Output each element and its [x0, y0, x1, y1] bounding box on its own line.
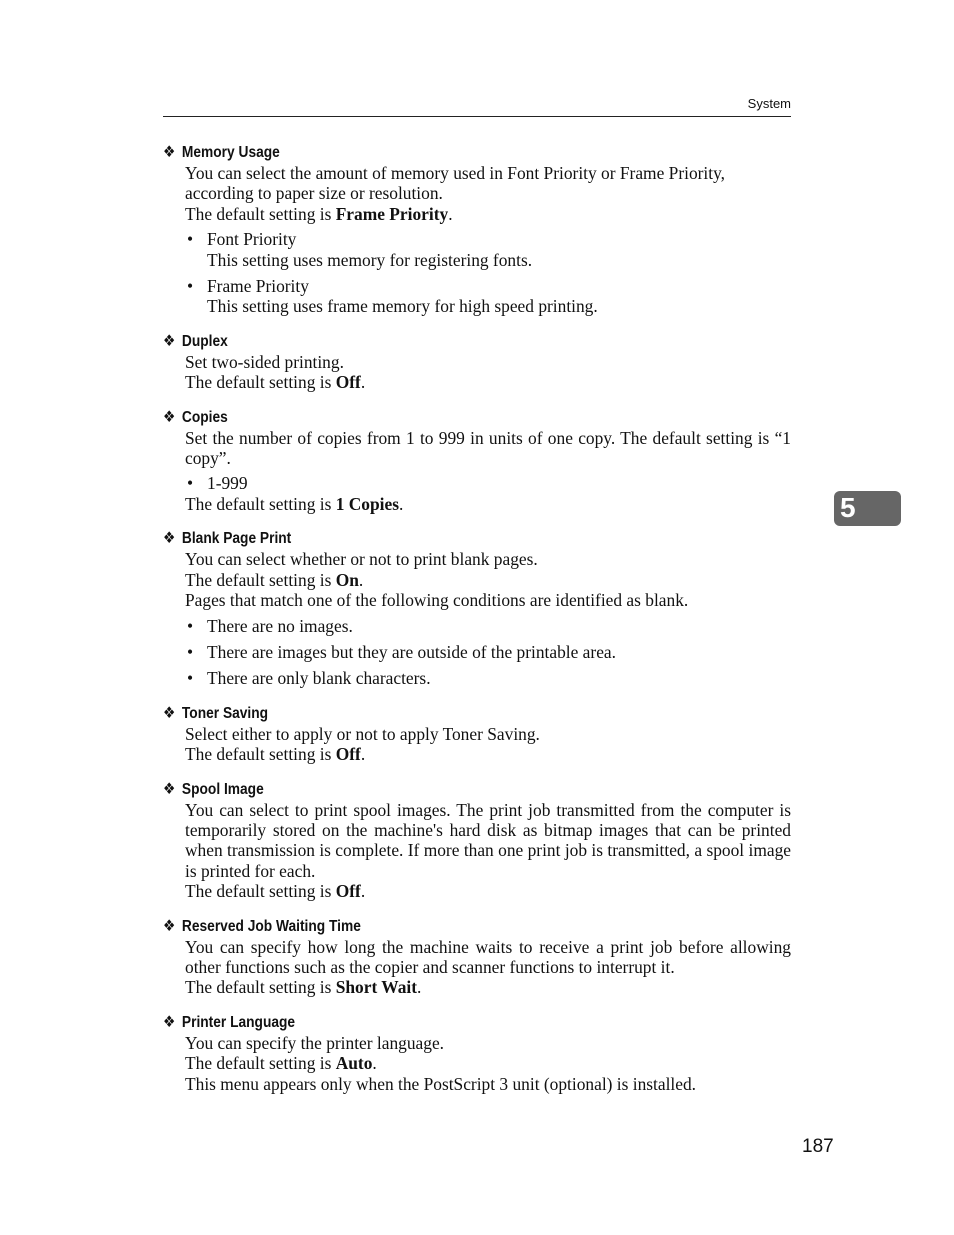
bullet-icon: • — [187, 473, 194, 494]
default-value: On — [335, 569, 359, 590]
section-heading: Spool Image — [181, 780, 264, 798]
default-value: Short Wait — [335, 977, 418, 998]
section-text-2: This menu appears only when the PostScript 3 unit (optional) is installed. — [185, 1073, 697, 1094]
default-value: Off — [335, 744, 361, 765]
chapter-number: 5 — [840, 492, 856, 523]
default-setting: The default setting is Off. — [185, 744, 366, 765]
section-heading: Printer Language — [181, 1013, 296, 1031]
section-heading: Memory Usage — [181, 144, 280, 161]
default-setting: The default setting is Auto. — [185, 1053, 377, 1074]
diamond-bullet-icon: ❖ — [163, 780, 176, 798]
default-setting: The default setting is Off. — [185, 372, 366, 393]
section-memory-usage — [163, 142, 791, 317]
bullet-icon: • — [187, 229, 194, 250]
section-heading: Duplex — [181, 332, 228, 350]
section-text: You can specify how long the machine waits to receive a print job before allowing other functions such as the copier and scanner functions to interrupt it. — [185, 936, 791, 977]
diamond-bullet-icon: ❖ — [163, 408, 176, 426]
section-text: Select either to apply or not to apply Toner Saving. — [185, 723, 540, 744]
section-duplex — [163, 331, 791, 393]
default-value: Off — [335, 881, 361, 902]
section-text-2: Pages that match one of the following conditions are identified as blank. — [185, 590, 689, 611]
list-item: • There are images but they are outside of the printable area. — [187, 641, 616, 662]
option-list — [185, 473, 791, 493]
diamond-bullet-icon: ❖ — [163, 704, 176, 722]
section-heading: Blank Page Print — [181, 530, 292, 548]
section-blank-page-print — [163, 528, 791, 688]
default-value: 1 Copies — [335, 493, 399, 514]
section-text: Set the number of copies from 1 to 999 in units of one copy. The default setting is “1 copy”. — [185, 427, 791, 469]
default-setting: The default setting is 1 Copies. — [185, 493, 404, 514]
condition-list — [185, 616, 791, 689]
section-spool-image — [163, 779, 791, 902]
bullet-icon: • — [187, 276, 194, 297]
section-text: You can select the amount of memory used in Font Priority or Frame Priority, according to paper size or resolution. — [185, 163, 726, 204]
default-value: Frame Priority — [335, 203, 449, 224]
section-printer-language — [163, 1012, 791, 1094]
default-value: Auto — [335, 1053, 373, 1074]
option-list — [185, 229, 791, 317]
section-heading: Copies — [181, 408, 228, 426]
section-copies — [163, 407, 791, 515]
page-header — [163, 96, 791, 117]
section-text: You can select to print spool images. The print job transmitted from the computer is temporarily stored on the machine's hard disk as bitmap images that can be printed when transmission is complete. If more than one print job is transmitted, a spool image is printed for each. — [185, 799, 791, 881]
bullet-icon: • — [187, 615, 194, 636]
list-item: • Frame Priority This setting uses frame memory for high speed printing. — [187, 276, 598, 317]
chapter-tab — [834, 491, 901, 526]
default-setting: The default setting is Frame Priority. — [185, 203, 453, 224]
diamond-bullet-icon: ❖ — [163, 144, 176, 161]
section-text: You can specify the printer language. — [185, 1032, 445, 1053]
diamond-bullet-icon: ❖ — [163, 332, 176, 350]
section-text: You can select whether or not to print blank pages. — [185, 549, 538, 570]
bullet-icon: • — [187, 668, 194, 689]
diamond-bullet-icon: ❖ — [163, 917, 176, 935]
section-heading: Toner Saving — [181, 704, 269, 722]
list-item: • There are only blank characters. — [187, 668, 431, 689]
diamond-bullet-icon: ❖ — [163, 530, 176, 548]
page-number: 187 — [802, 1136, 834, 1157]
default-setting: The default setting is Short Wait. — [185, 977, 422, 998]
default-value: Off — [335, 372, 361, 393]
list-item: • There are no images. — [187, 615, 353, 636]
section-reserved-job-waiting-time — [163, 916, 791, 998]
default-setting: The default setting is On. — [185, 569, 364, 590]
list-item: • 1-999 — [187, 473, 248, 494]
section-heading: Reserved Job Waiting Time — [181, 917, 361, 935]
bullet-icon: • — [187, 641, 194, 662]
section-toner-saving — [163, 703, 791, 765]
list-item: • Font Priority This setting uses memory for registering fonts. — [187, 229, 533, 270]
page-content — [163, 142, 791, 1108]
section-text: Set two-sided printing. — [185, 351, 344, 372]
header-title: System — [747, 96, 791, 111]
default-setting: The default setting is Off. — [185, 881, 366, 902]
diamond-bullet-icon: ❖ — [163, 1013, 176, 1031]
